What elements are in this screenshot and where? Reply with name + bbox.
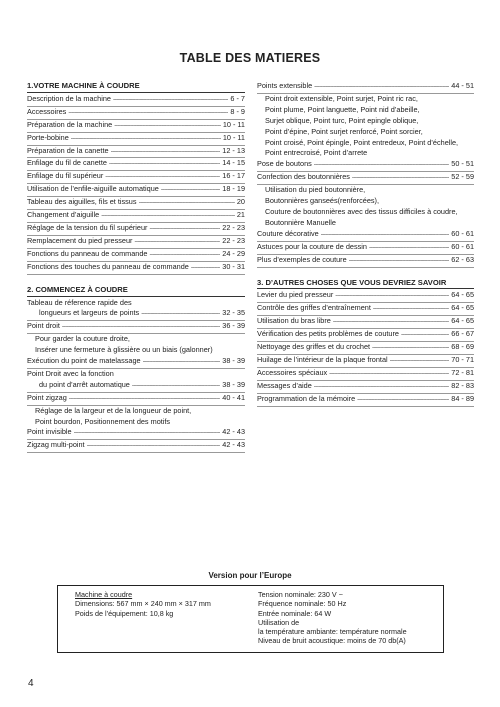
- toc-entry-pages: 64 - 65: [451, 316, 474, 326]
- toc-entry[interactable]: [257, 159, 474, 172]
- dot-leader: [149, 250, 220, 261]
- toc-entry[interactable]: [257, 229, 474, 242]
- toc-entry-label: Contrôle des griffes d’entraînement: [257, 303, 371, 313]
- toc-entry-pages: 84 - 89: [451, 393, 474, 403]
- toc-entry-label: longueurs et largeurs de points: [39, 308, 140, 318]
- toc-entry-pages: 70 - 71: [451, 354, 474, 364]
- toc-entry[interactable]: [257, 81, 474, 94]
- toc-entry-label: Porte-bobine: [27, 132, 69, 142]
- toc-entry[interactable]: [257, 355, 474, 368]
- toc-entry-pages: 8 - 9: [230, 106, 245, 116]
- toc-entry[interactable]: [27, 133, 245, 146]
- section-3-list: [257, 290, 474, 406]
- toc-entry-label: Messages d’aide: [257, 380, 312, 390]
- toc-entry[interactable]: [27, 223, 245, 236]
- dot-leader: [191, 263, 220, 274]
- dot-leader: [373, 304, 449, 315]
- toc-entry-pages: 60 - 61: [451, 241, 474, 251]
- toc-entry-pages: 10 - 11: [222, 119, 245, 129]
- dot-leader: [349, 256, 450, 267]
- toc-subtext: Point entrecroisé, Point d’arrete: [265, 148, 368, 158]
- weight-text: Poids de l’équipement: 10,8 kg: [75, 608, 174, 618]
- toc-entry[interactable]: [27, 393, 245, 406]
- dot-leader: [357, 395, 449, 406]
- toc-text: Point Droit avec la fonction: [27, 368, 114, 378]
- toc-entry-label: Point invisible: [27, 427, 72, 437]
- toc-entry[interactable]: [27, 146, 245, 159]
- toc-entry[interactable]: [257, 172, 474, 185]
- toc-subtext: Surjet oblique, Point turc, Point epingle oblique,: [265, 115, 419, 125]
- dot-leader: [111, 147, 221, 158]
- toc-entry-label: Description de la machine: [27, 93, 111, 103]
- section-heading-3: 3. D’AUTRES CHOSES QUE VOUS DEVRIEZ SAVOIR: [257, 278, 474, 290]
- page-number: 4: [28, 678, 34, 689]
- toc-entry-label: Levier du pied presseur: [257, 290, 334, 300]
- toc-subtext: Boutonnière Manuelle: [265, 217, 336, 227]
- toc-entry-label: Accessoires: [27, 106, 67, 116]
- dot-leader: [113, 95, 228, 106]
- toc-entry-pages: 64 - 65: [451, 290, 474, 300]
- toc-entry-pages: 38 - 39: [222, 379, 245, 389]
- dot-leader: [143, 357, 221, 368]
- toc-entry-pages: 60 - 61: [451, 228, 474, 238]
- toc-entry-label: Programmation de la mémoire: [257, 393, 356, 403]
- toc-entry-label: Pose de boutons: [257, 159, 312, 169]
- dot-leader: [139, 198, 235, 209]
- dot-leader: [134, 237, 220, 248]
- toc-entry[interactable]: [27, 308, 245, 321]
- toc-entry-label: Confection des boutonnières: [257, 172, 350, 182]
- toc-entry-label: Remplacement du pied presseur: [27, 235, 133, 245]
- toc-subtext: Utilisation du pied boutonnière,: [265, 185, 366, 195]
- dot-leader: [390, 356, 450, 367]
- toc-entry-label: Nettoyage des griffes et du crochet: [257, 342, 371, 352]
- toc-entry-label: Réglage de la tension du fil supérieur: [27, 222, 148, 232]
- toc-entry-pages: 52 - 59: [451, 172, 474, 182]
- toc-entry-pages: 14 - 15: [222, 158, 245, 168]
- toc-subtext: Réglage de la largeur et de la longueur de point,: [35, 405, 192, 415]
- toc-entry[interactable]: [257, 242, 474, 255]
- toc-entry[interactable]: [257, 290, 474, 303]
- toc-entry-label: Astuces pour la couture de dessin: [257, 241, 367, 251]
- toc-subtext: Point d’épine, Point surjet renforcé, Point sorcier,: [265, 126, 423, 136]
- toc-entry[interactable]: [27, 380, 245, 393]
- toc-entry[interactable]: [257, 368, 474, 381]
- toc-entry[interactable]: [27, 158, 245, 171]
- toc-entry-pages: 62 - 63: [451, 254, 474, 264]
- dot-leader: [161, 185, 220, 196]
- toc-entry-label: du point d’arrêt automatique: [39, 379, 130, 389]
- section-heading-1: 1.VOTRE MACHINE À COUDRE: [27, 81, 245, 93]
- dot-leader: [101, 211, 235, 222]
- dot-leader: [401, 330, 449, 341]
- dot-leader: [105, 172, 220, 183]
- toc-entry-pages: 38 - 39: [222, 356, 245, 366]
- toc-entry[interactable]: [27, 440, 245, 453]
- toc-entry-pages: 21: [236, 210, 245, 220]
- toc-entry-label: Fonctions des touches du panneau de commande: [27, 261, 189, 271]
- toc-entry[interactable]: [257, 303, 474, 316]
- dot-leader: [69, 394, 221, 405]
- toc-entry-pages: 22 - 23: [222, 235, 245, 245]
- toc-entry-pages: 36 - 39: [222, 321, 245, 331]
- toc-entry-label: Préparation de la canette: [27, 145, 109, 155]
- toc-entry[interactable]: [257, 329, 474, 342]
- toc-entry-pages: 18 - 19: [222, 184, 245, 194]
- specs-right: [258, 590, 407, 646]
- toc-entry-pages: 64 - 65: [451, 303, 474, 313]
- toc-entry-label: Points extensible: [257, 81, 313, 90]
- toc-entry-pages: 40 - 41: [222, 392, 245, 402]
- toc-entry-pages: 44 - 51: [451, 81, 474, 90]
- toc-entry-pages: 20: [236, 197, 245, 207]
- toc-entry[interactable]: [27, 236, 245, 249]
- voltage-text: Tension nominale: 230 V ~: [258, 590, 343, 599]
- toc-entry-label: Vérification des petits problèmes de couture: [257, 329, 399, 339]
- toc-entry-label: Zigzag multi-point: [27, 440, 85, 450]
- page-title: TABLE DES MATIERES: [179, 51, 321, 65]
- dot-leader: [314, 160, 450, 171]
- specifications-box: [57, 585, 444, 653]
- dot-leader: [329, 369, 449, 380]
- toc-entry-label: Préparation de la machine: [27, 119, 113, 129]
- toc-entry-label: Point droit: [27, 321, 60, 331]
- section-heading-2: 2. COMMENCEZ À COUDRE: [27, 285, 245, 297]
- toc-subtext: Point bourdon, Positionnement des motifs: [35, 416, 171, 426]
- toc-entry-pages: 16 - 17: [222, 171, 245, 181]
- section-1-list: [27, 94, 245, 275]
- toc-left-column: [27, 81, 245, 453]
- toc-entry-pages: 82 - 83: [451, 380, 474, 390]
- machine-title: Machine à coudre: [75, 590, 133, 599]
- toc-entry-label: Changement d’aiguille: [27, 210, 100, 220]
- dot-leader: [314, 382, 450, 393]
- toc-right-column: [257, 81, 474, 407]
- toc-text: Tableau de réference rapide des: [27, 297, 132, 307]
- toc-entry-label: Point zigzag: [27, 392, 67, 402]
- toc-entry-pages: 68 - 69: [451, 342, 474, 352]
- toc-entry-label: Accessoires spéciaux: [257, 367, 328, 377]
- toc-entry[interactable]: [257, 255, 474, 268]
- toc-entry-label: Enfilage du fil supérieur: [27, 171, 104, 181]
- dot-leader: [74, 428, 221, 439]
- toc-entry-label: Fonctions du panneau de commande: [27, 248, 148, 258]
- dot-leader: [141, 309, 220, 320]
- toc-entry[interactable]: [257, 316, 474, 329]
- toc-entry-label: Huilage de l’intérieur de la plaque frontal: [257, 354, 388, 364]
- toc-entry-pages: 66 - 67: [451, 329, 474, 339]
- specs-left: [75, 590, 211, 618]
- dot-leader: [62, 322, 220, 333]
- toc-entry-pages: 10 - 11: [222, 132, 245, 142]
- toc-entry-pages: 6 - 7: [230, 93, 245, 103]
- dot-leader: [321, 230, 450, 241]
- toc-subtext: Point plume, Point languette, Point nid d’abeille,: [265, 104, 420, 114]
- toc-entry-label: Plus d’exemples de couture: [257, 254, 347, 264]
- noise-text: Niveau de bruit acoustique: moins de 70 db(A): [258, 636, 406, 646]
- toc-subtext: Point croisé, Point épingle, Point entredeux, Point d’échelle,: [265, 137, 459, 147]
- dot-leader: [352, 173, 449, 184]
- toc-sublist: [257, 94, 474, 159]
- dot-leader: [68, 108, 228, 119]
- toc-entry-pages: 32 - 35: [222, 308, 245, 318]
- toc-entry-label: Couture décorative: [257, 228, 319, 238]
- dot-leader: [87, 441, 221, 452]
- toc-entry-pages: 22 - 23: [222, 222, 245, 232]
- dot-leader: [314, 82, 449, 93]
- toc-entry[interactable]: [27, 184, 245, 197]
- dot-leader: [132, 381, 220, 392]
- toc-entry-label: Enfilage du fil de canette: [27, 158, 107, 168]
- frequency-text: Fréquence nominale: 50 Hz: [258, 599, 347, 609]
- dot-leader: [71, 134, 221, 145]
- toc-subtext: Insérer une fermeture à glissière ou un biais (galonner): [35, 345, 213, 355]
- toc-subtext: Point droit extensible, Point surjet, Point ric rac,: [265, 93, 418, 103]
- toc-entry[interactable]: [27, 427, 245, 440]
- toc-entry[interactable]: [27, 321, 245, 334]
- toc-entry[interactable]: [27, 94, 245, 107]
- toc-entry[interactable]: [257, 394, 474, 407]
- toc-entry[interactable]: [27, 356, 245, 369]
- toc-subtext: Couture de boutonnières avec des tissus difficiles à coudre,: [265, 206, 458, 216]
- dot-leader: [114, 121, 221, 132]
- toc-entry-pages: 72 - 81: [451, 367, 474, 377]
- toc-entry-label: Tableau des aiguilles, fils et tissus: [27, 197, 137, 207]
- toc-subtext: Boutonnières ganseés(renforcées),: [265, 196, 379, 206]
- europe-version-heading: Version pour l’Europe: [208, 571, 292, 580]
- toc-entry-label: Utilisation de l’enfile-aiguille automatique: [27, 184, 159, 194]
- toc-entry[interactable]: [27, 107, 245, 120]
- toc-entry-pages: 50 - 51: [451, 159, 474, 169]
- toc-entry[interactable]: [257, 381, 474, 394]
- toc-entry-pages: 12 - 13: [222, 145, 245, 155]
- dot-leader: [369, 243, 449, 254]
- dimensions-text: Dimensions: 567 mm × 240 mm × 317 mm: [75, 599, 211, 609]
- toc-sublist: [257, 185, 474, 229]
- toc-entry[interactable]: [27, 197, 245, 210]
- toc-entry-pages: 24 - 29: [222, 248, 245, 258]
- toc-entry[interactable]: [257, 342, 474, 355]
- toc-entry-pages: 30 - 31: [222, 261, 245, 271]
- dot-leader: [335, 291, 449, 302]
- toc-entry[interactable]: [27, 262, 245, 275]
- dot-leader: [333, 317, 449, 328]
- toc-entry[interactable]: [27, 210, 245, 223]
- toc-entry-label: Exécution du point de matelassage: [27, 356, 141, 366]
- toc-entry-label: Utilisation du bras libre: [257, 316, 331, 326]
- usage-text: la température ambiante: température normale: [258, 627, 407, 637]
- dot-leader: [149, 224, 220, 235]
- usage-text: Utilisation de: [258, 617, 300, 627]
- toc-entry-pages: 42 - 43: [222, 440, 245, 450]
- toc-entry[interactable]: [27, 171, 245, 184]
- toc-entry[interactable]: [27, 120, 245, 133]
- toc-entry-pages: 42 - 43: [222, 427, 245, 437]
- toc-entry[interactable]: [27, 249, 245, 262]
- dot-leader: [372, 343, 449, 354]
- power-text: Entrée nominale: 64 W: [258, 608, 332, 618]
- toc-subtext: Pour garder la couture droite,: [35, 334, 130, 344]
- dot-leader: [109, 159, 220, 170]
